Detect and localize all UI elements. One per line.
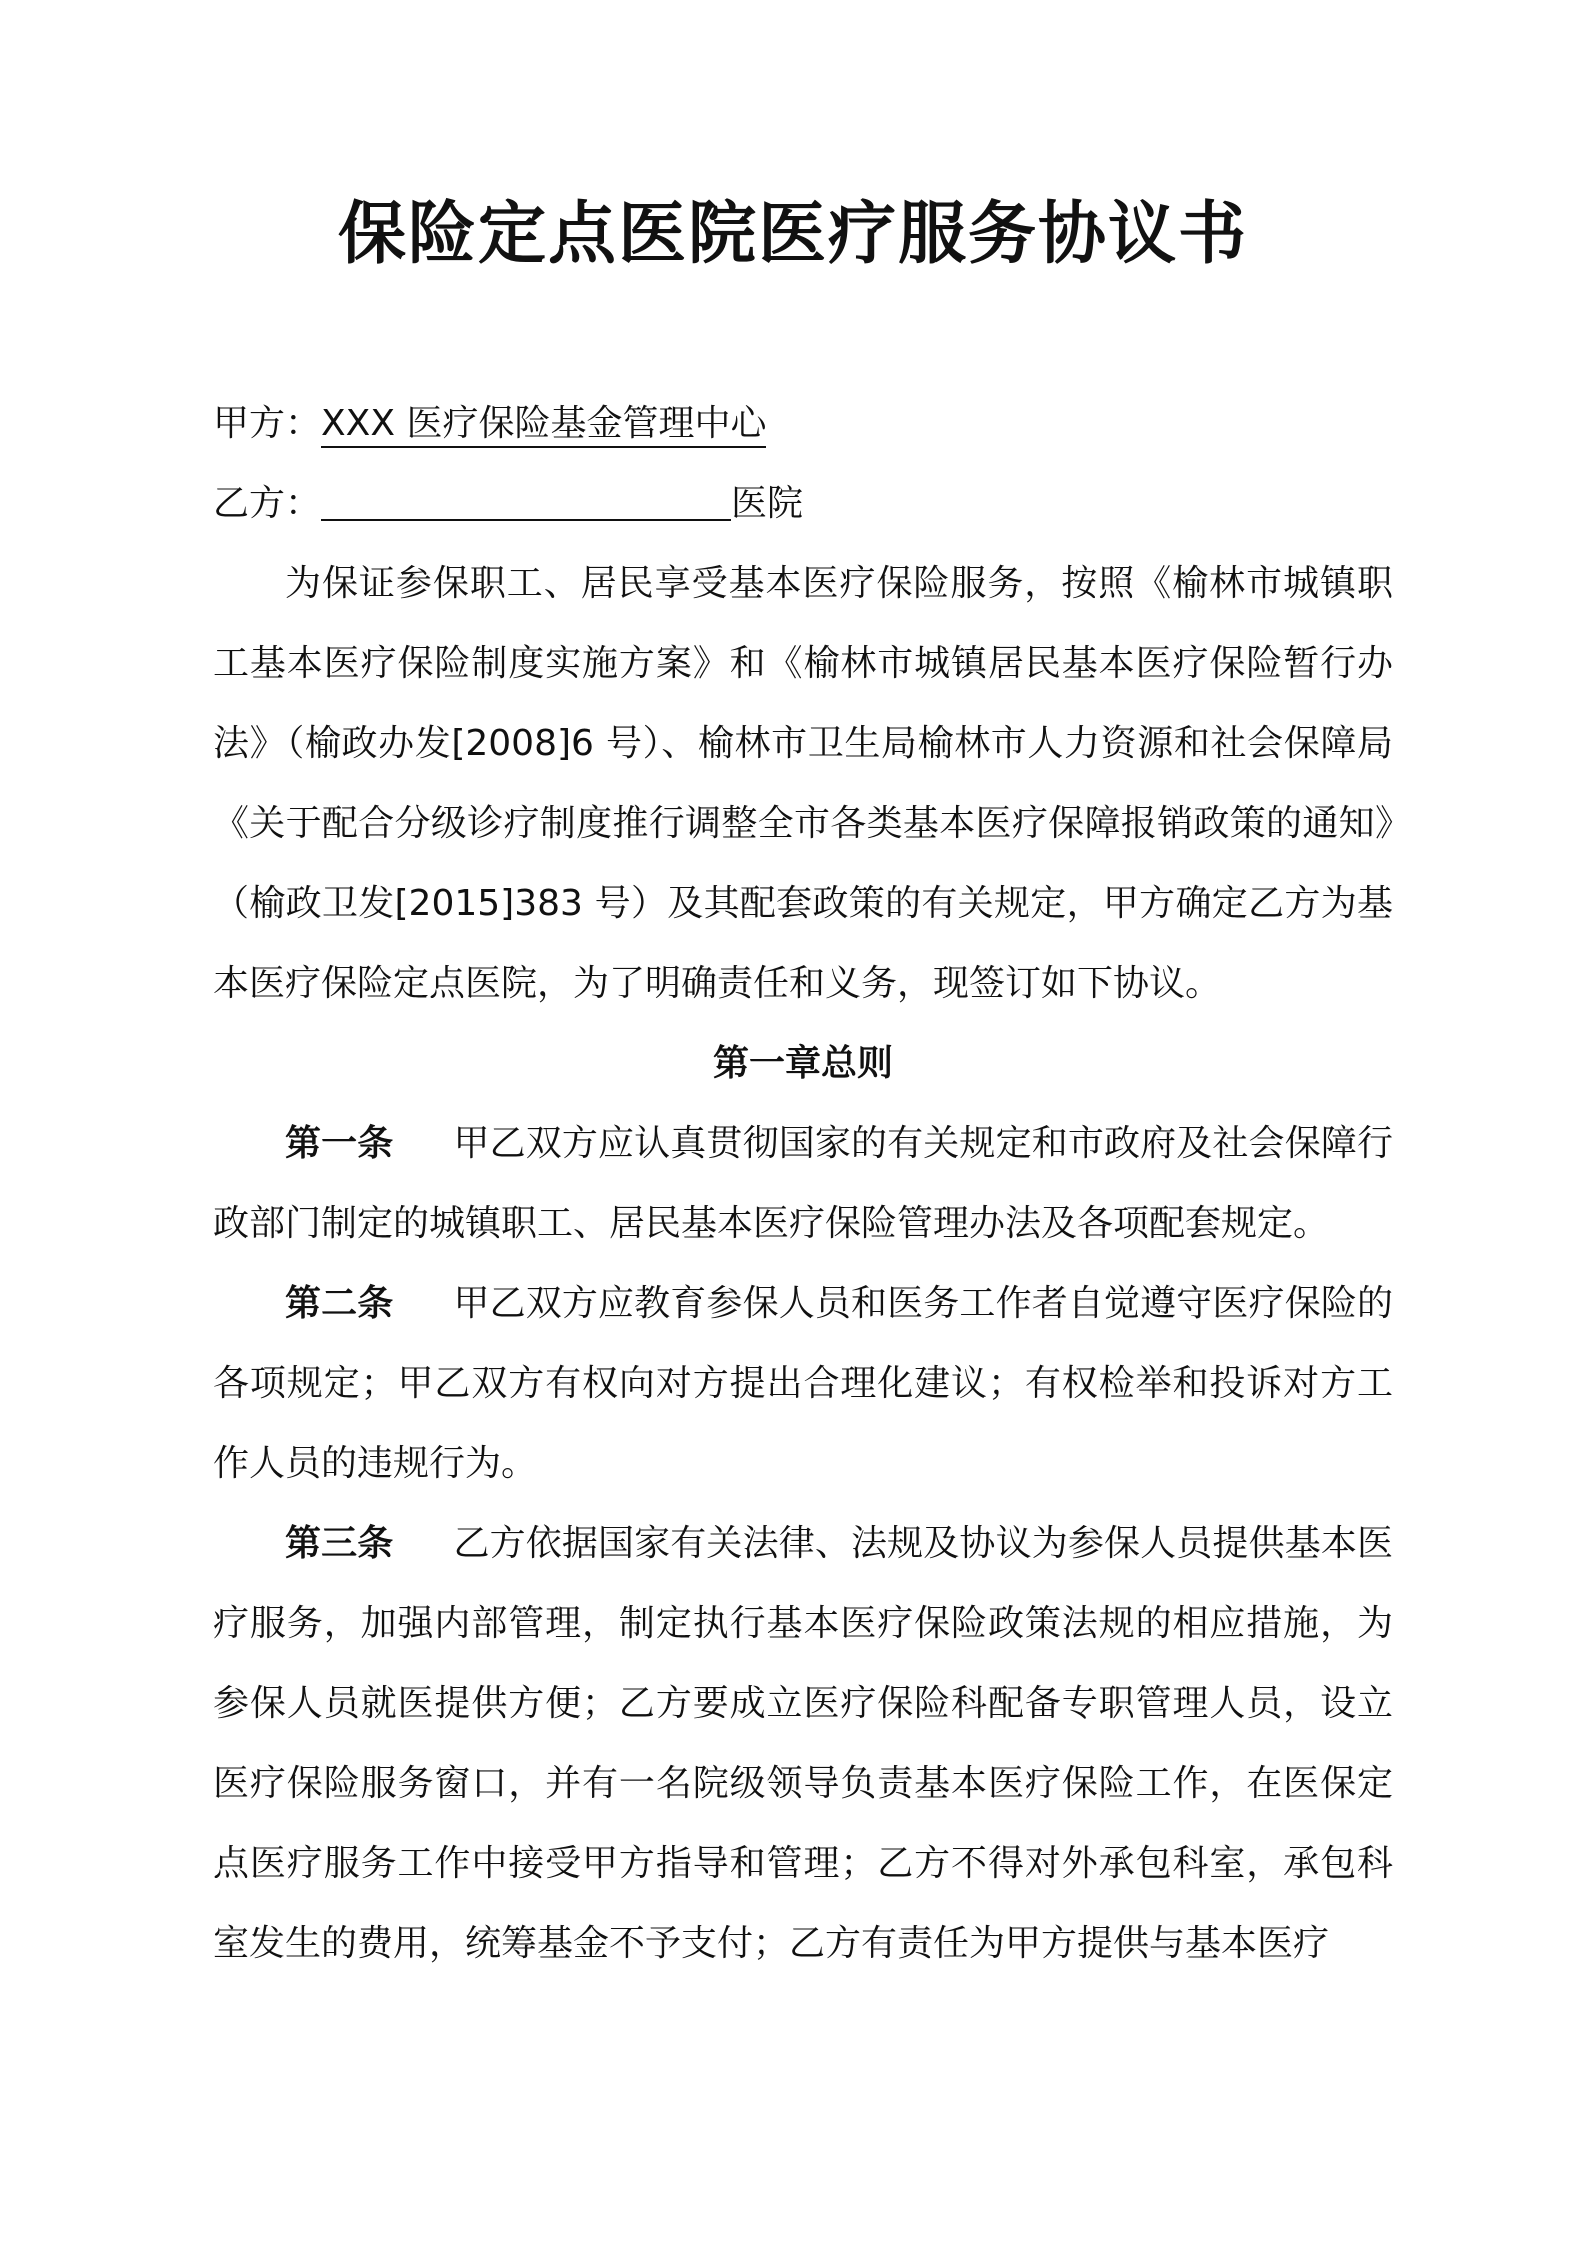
article-2 <box>213 1264 1393 1504</box>
article-3-text: 乙方依据国家有关法律、法规及协议为参保人员提供基本医疗服务，加强内部管理，制定执行基本医疗保险政策法规的相应措施，为参保人员就医提供方便；乙方要成立医疗保险科配备专职管理人员，设立医疗保险服务窗口，并有一名院级领导负责基本医疗保险工作，在医保定点医疗服务工作中接受甲方指导和管理；乙方不得对外承包科室，承包科室发生的费用，统筹基金不予支付；乙方有责任为甲方提供与基本医疗 <box>213 1523 1393 1964</box>
article-1 <box>213 1104 1393 1264</box>
article-2-paragraph <box>213 1264 1393 1504</box>
article-3-paragraph <box>213 1504 1393 1984</box>
chapter-heading: 第一章总则 <box>712 1043 893 1084</box>
intro-paragraph: 为保证参保职工、居民享受基本医疗保险服务，按照《榆林市城镇职工基本医疗保险制度实施方案》和《榆林市城镇居民基本医疗保险暂行办法》（榆政办发[2008]6 号）、榆林市卫生局榆林市人力资源和社会保障局《关于配合分级诊疗制度推行调整全市各类基本医疗保障报销政策的通知》（榆政卫发[2015]383 号）及其配套政策的有关规定，甲方确定乙方为基本医疗保险定点医院，为了明确责任和义务，现签订如下协议。 <box>213 563 1393 1004</box>
article-1-label: 第一条 <box>285 1123 394 1164</box>
article-3 <box>213 1504 1393 1984</box>
article-2-text: 甲乙双方应教育参保人员和医务工作者自觉遵守医疗保险的各项规定；甲乙双方有权向对方提出合理化建议；有权检举和投诉对方工作人员的违规行为。 <box>213 1283 1393 1484</box>
party-b-suffix: 医院 <box>731 483 804 524</box>
party-b-label: 乙方： <box>213 483 322 524</box>
party-a-label: 甲方： <box>213 403 322 444</box>
article-1-text: 甲乙双方应认真贯彻国家的有关规定和市政府及社会保障行政部门制定的城镇职工、居民基本医疗保险管理办法及各项配套规定。 <box>213 1123 1393 1244</box>
document-title: 保险定点医院医疗服务协议书 <box>337 195 1248 274</box>
intro-block <box>213 544 1393 1024</box>
article-2-label: 第二条 <box>285 1283 394 1324</box>
party-a-line <box>213 384 766 464</box>
article-3-label: 第三条 <box>285 1523 394 1564</box>
chapter-block <box>213 1024 1393 1104</box>
party-b-line <box>213 464 803 544</box>
party-b-blank-field <box>321 479 731 521</box>
article-1-paragraph <box>213 1104 1393 1264</box>
party-a-value: XXX 医疗保险基金管理中心 <box>321 403 766 448</box>
